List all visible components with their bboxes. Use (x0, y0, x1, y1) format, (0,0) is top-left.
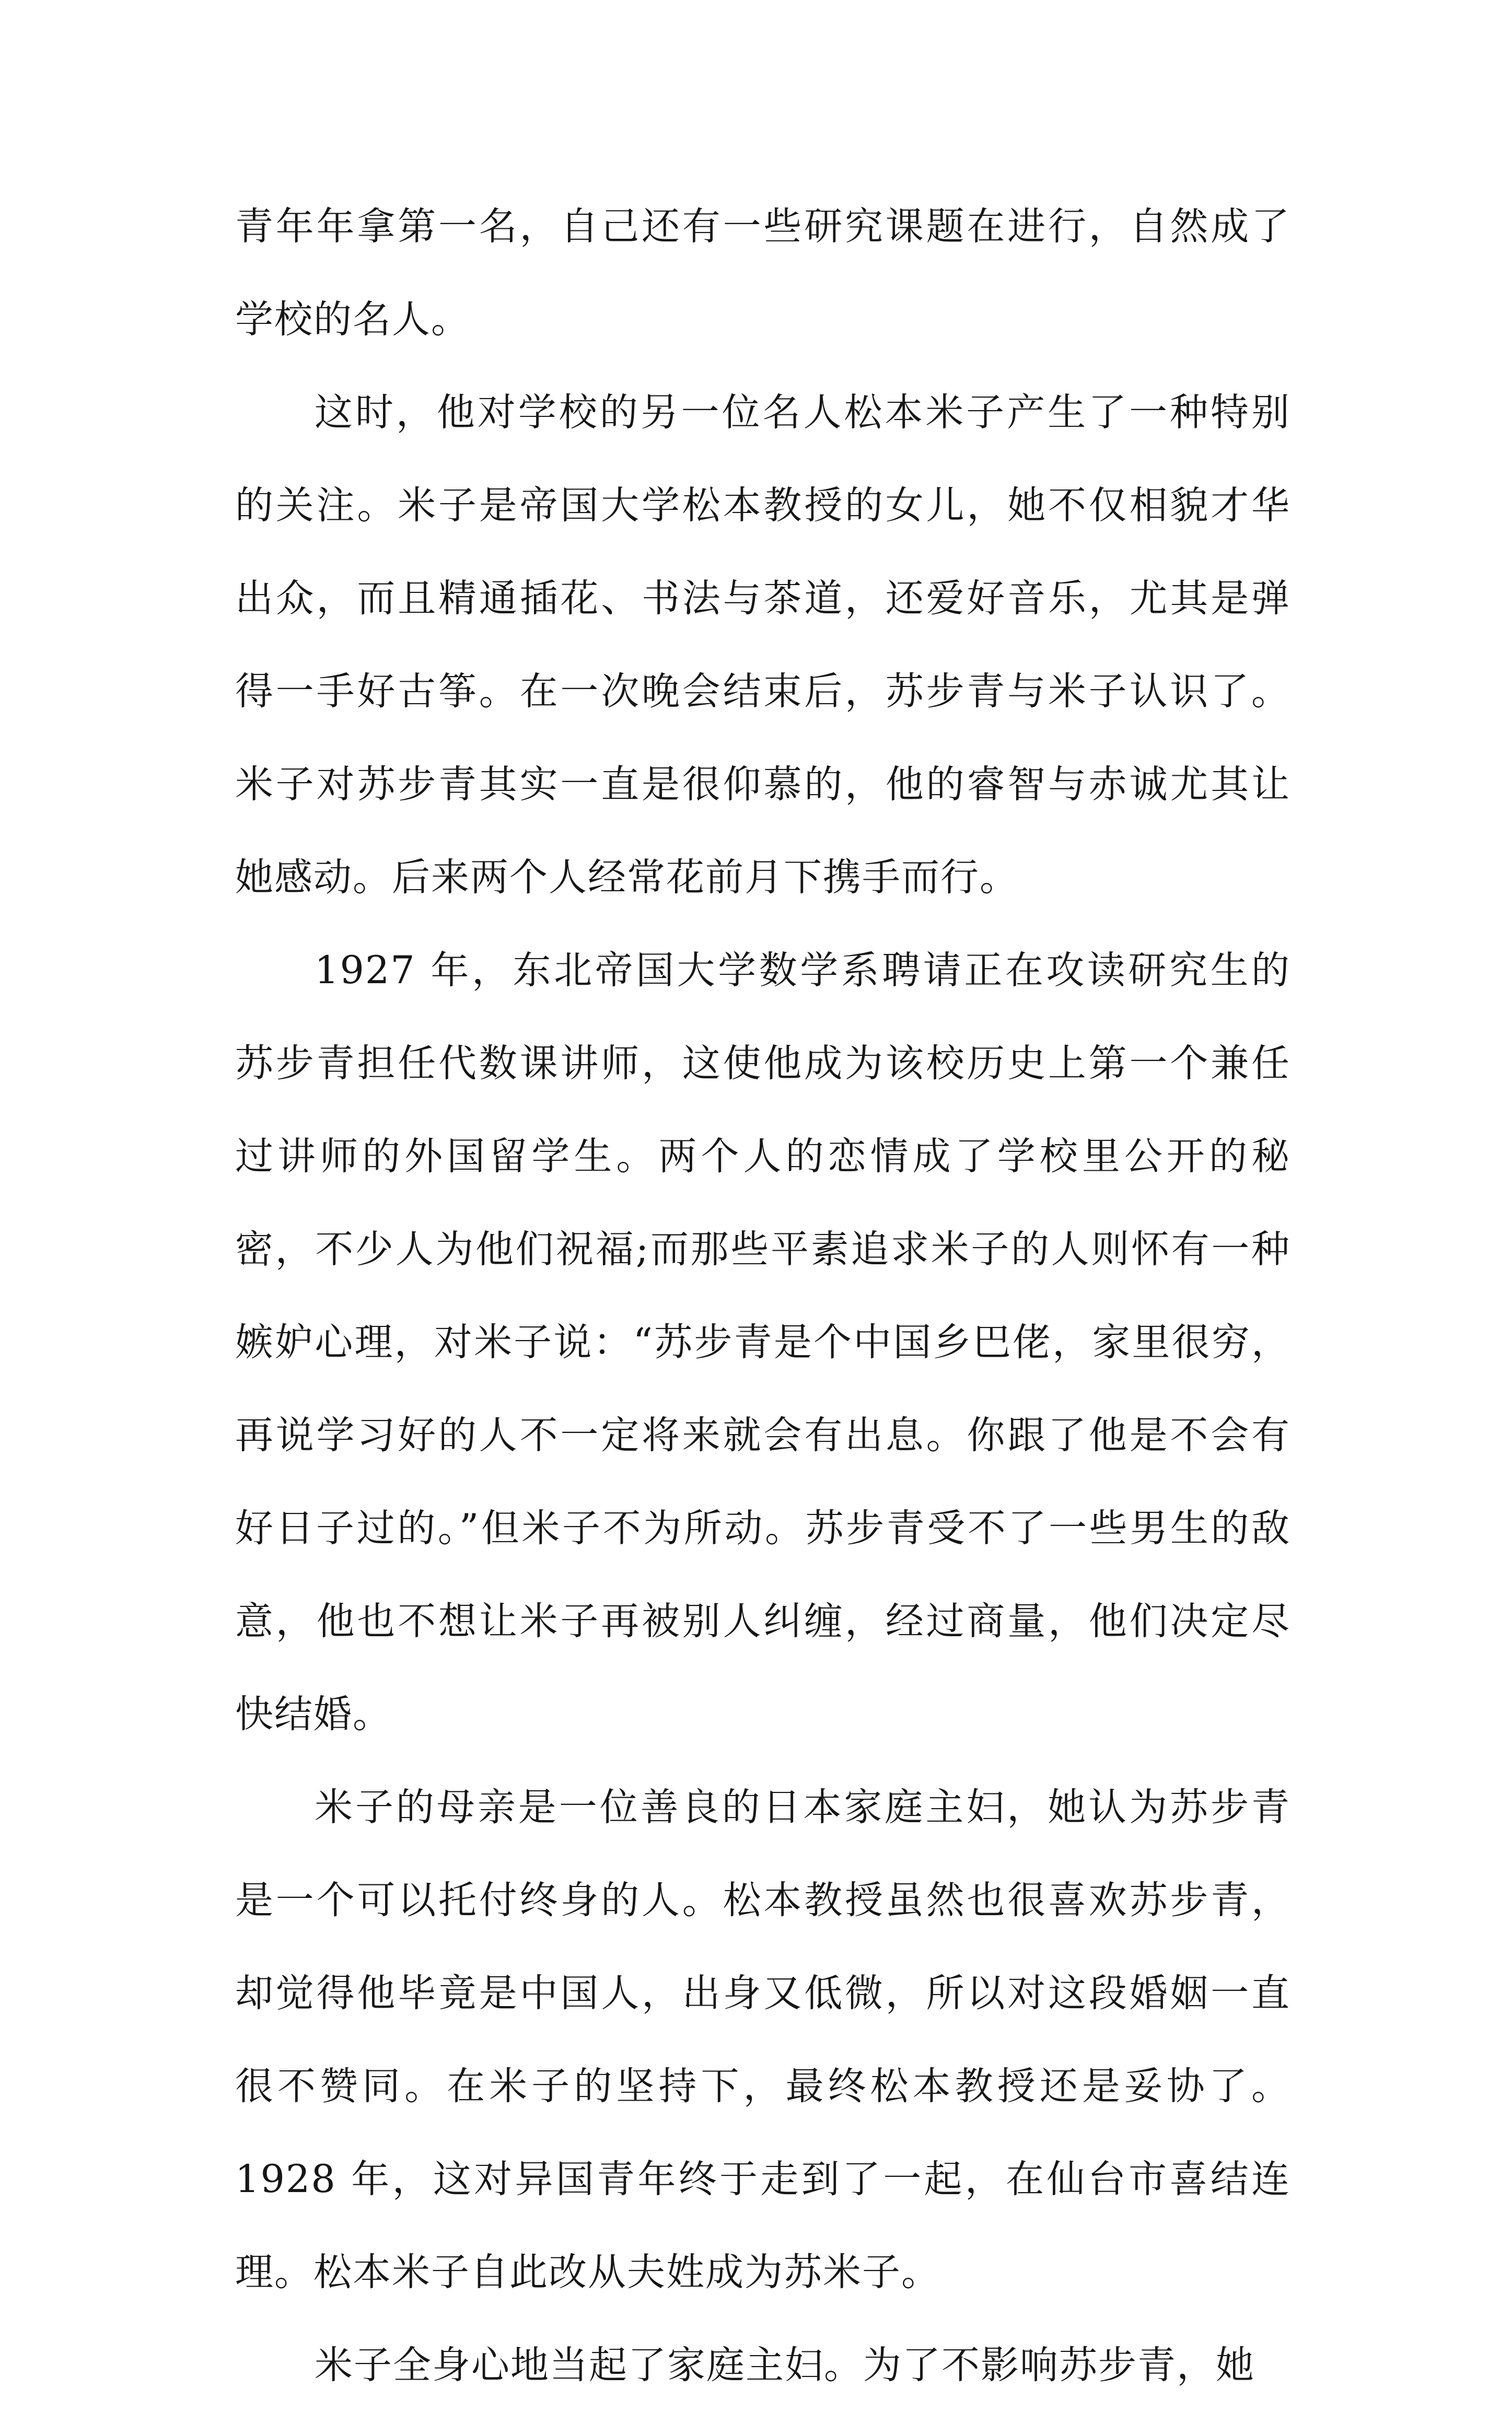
paragraph-1: 青年年拿第一名，自己还有一些研究课题在进行，自然成了学校的名人。 (235, 204, 1290, 342)
paragraph-3: 1927 年，东北帝国大学数学系聘请正在攻读研究生的苏步青担任代数课讲师，这使他成为该校历史上第一个兼任过讲师的外国留学生。两个人的恋情成了学校里公开的秘密，不少人为他们祝福;而那些平素追求米子的人则怀有一种嫉妒心理，对米子说：“苏步青是个中国乡巴佬，家里很穷，再说学习好的人不一定将来就会有出息。你跟了他是不会有好日子过的。”但米子不为所动。苏步青受不了一些男生的敌意，他也不想让米子再被别人纠缠，经过商量，他们决定尽快结婚。 (235, 948, 1290, 1737)
paragraph-4: 米子的母亲是一位善良的日本家庭主妇，她认为苏步青是一个可以托付终身的人。松本教授虽然也很喜欢苏步青，却觉得他毕竟是中国人，出身又低微，所以对这段婚姻一直很不赞同。在米子的坚持下，最终松本教授还是妥协了。1928 年，这对异国青年终于走到了一起，在仙台市喜结连理。松本米子自此改从夫姓成为苏米子。 (235, 1785, 1290, 2294)
body-text (235, 180, 1290, 2412)
paragraph-2: 这时，他对学校的另一位名人松本米子产生了一种特别的关注。米子是帝国大学松本教授的女儿，她不仅相貌才华出众，而且精通插花、书法与茶道，还爱好音乐，尤其是弹得一手好古筝。在一次晚会结束后，苏步青与米子认识了。米子对苏步青其实一直是很仰慕的，他的睿智与赤诚尤其让她感动。后来两个人经常花前月下携手而行。 (235, 390, 1290, 900)
paragraph-5: 米子全身心地当起了家庭主妇。为了不影响苏步青，她 (315, 2343, 1255, 2387)
